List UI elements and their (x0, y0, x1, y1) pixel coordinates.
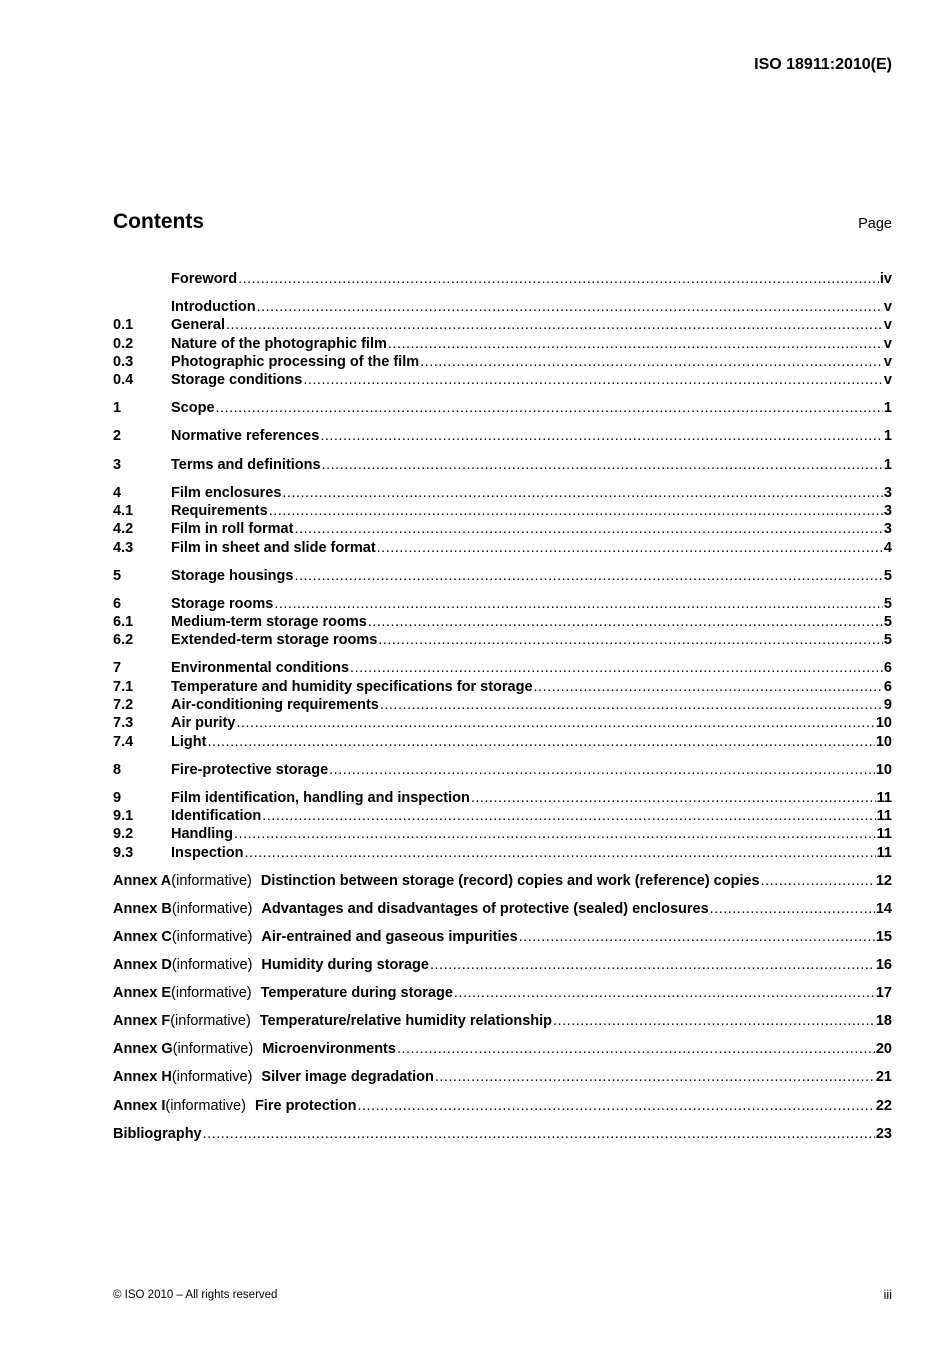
toc-entry-title: Photographic processing of the film (171, 353, 420, 370)
toc-group (113, 761, 892, 779)
bibliography-page: 23 (875, 1125, 892, 1142)
toc-group (113, 270, 892, 288)
toc-entry-number: 2 (113, 428, 122, 445)
toc-entry-number: 7.3 (113, 715, 134, 732)
dot-leader (471, 789, 876, 807)
toc-group (113, 956, 892, 974)
toc-entry-number: 6.1 (113, 614, 134, 631)
dot-leader (553, 1012, 875, 1030)
toc-entry[interactable] (113, 659, 892, 677)
toc-entry-number: 7.1 (113, 678, 134, 695)
toc-entry-title: Fire-protective storage (171, 761, 329, 778)
toc-entry-page: 3 (883, 502, 892, 519)
toc-entry-title: Film enclosures (171, 484, 282, 501)
toc-group (113, 456, 892, 474)
toc-entry[interactable] (113, 427, 892, 445)
annex-label: Annex I (113, 1097, 166, 1114)
toc-group (113, 1125, 892, 1143)
toc-entry[interactable] (113, 789, 892, 807)
toc-entry[interactable] (113, 371, 892, 389)
annex-title: Air-entrained and gaseous impurities (261, 928, 518, 945)
toc-entry-title: Film in sheet and slide format (171, 539, 376, 556)
toc-entry-number: 9.1 (113, 808, 134, 825)
toc-entry[interactable] (113, 631, 892, 649)
toc-entry-page: 10 (875, 715, 892, 732)
toc-entry-number: 7 (113, 660, 122, 677)
annex-title: Temperature/relative humidity relationship (259, 1013, 553, 1030)
annex-title: Distinction between storage (record) copies and work (reference) copies (260, 872, 760, 889)
dot-leader (207, 733, 874, 751)
toc-group (113, 900, 892, 918)
annex-label: Annex G (113, 1041, 173, 1058)
toc-entry[interactable] (113, 270, 892, 288)
dot-leader (320, 427, 883, 445)
toc-group (113, 595, 892, 650)
toc-group (113, 928, 892, 946)
toc-entry-title: Light (171, 733, 207, 750)
toc-annex-entry[interactable] (113, 928, 892, 946)
annex-label: Annex A (113, 872, 172, 889)
toc-entry-page: v (883, 335, 892, 352)
dot-leader (368, 613, 883, 631)
annex-qualifier: (informative) (171, 957, 253, 974)
toc-entry[interactable] (113, 733, 892, 751)
toc-entry[interactable] (113, 807, 892, 825)
page-number: iii (883, 1288, 892, 1302)
toc-entry-title: Storage conditions (171, 372, 303, 389)
dot-leader (322, 456, 883, 474)
dot-leader (397, 1040, 875, 1058)
dot-leader (454, 984, 875, 1002)
annex-qualifier: (informative) (171, 985, 252, 1002)
bibliography-title: Bibliography (113, 1125, 202, 1142)
toc-entry-page: 6 (883, 678, 892, 695)
annex-label: Annex F (113, 1013, 171, 1030)
annex-page: 18 (875, 1013, 892, 1030)
toc-entry-number: 7.2 (113, 697, 134, 714)
toc-entry-page: 6 (883, 660, 892, 677)
toc-entry-title: Medium-term storage rooms (171, 614, 367, 631)
toc-group (113, 427, 892, 445)
annex-label: Annex B (113, 900, 172, 917)
toc-entry[interactable] (113, 298, 892, 316)
toc-group (113, 399, 892, 417)
toc-annex-entry[interactable] (113, 872, 892, 890)
annex-title: Advantages and disadvantages of protective (sealed) enclosures (261, 900, 709, 917)
annex-label: Annex E (113, 985, 172, 1002)
toc-annex-entry[interactable] (113, 1097, 892, 1115)
annex-page: 12 (875, 872, 892, 889)
annex-page: 17 (875, 985, 892, 1002)
toc-annex-entry[interactable] (113, 956, 892, 974)
toc-entry[interactable] (113, 539, 892, 557)
toc-entry-page: 9 (883, 697, 892, 714)
annex-page: 16 (875, 957, 892, 974)
toc-group (113, 1068, 892, 1086)
dot-leader (234, 825, 876, 843)
toc-entry-page: 1 (883, 400, 892, 417)
toc-entry[interactable] (113, 335, 892, 353)
toc-annex-entry[interactable] (113, 1012, 892, 1030)
annex-label: Annex H (113, 1069, 172, 1086)
toc-entry-page: 1 (883, 428, 892, 445)
toc-entry-page: iv (879, 271, 892, 287)
toc-entry-title: Nature of the photographic film (171, 335, 387, 352)
annex-qualifier: (informative) (170, 1013, 251, 1030)
toc-entry-number: 0.1 (113, 317, 134, 334)
toc-group (113, 984, 892, 1002)
dot-leader (420, 353, 883, 371)
toc-entry-title: Storage rooms (171, 595, 274, 612)
annex-qualifier: (informative) (165, 1097, 246, 1114)
toc-entry-title: Extended-term storage rooms (171, 632, 378, 649)
toc-entry-page: 5 (883, 595, 892, 612)
annex-label: Annex D (113, 957, 172, 974)
toc-entry-title: Foreword (171, 271, 238, 287)
toc-entry-title: Scope (171, 400, 215, 417)
toc-entry-title: Handling (171, 826, 234, 843)
annex-title: Temperature during storage (260, 985, 453, 1002)
table-of-contents (113, 270, 892, 1143)
toc-entry-title: Normative references (171, 428, 320, 445)
toc-annex-entry[interactable] (113, 1068, 892, 1086)
dot-leader (534, 678, 883, 696)
annex-title: Humidity during storage (261, 957, 429, 974)
annex-qualifier: (informative) (171, 872, 252, 889)
toc-entry-number: 6 (113, 595, 122, 612)
toc-entry-number: 9.3 (113, 844, 134, 861)
dot-leader (262, 807, 875, 825)
toc-entry-page: 3 (883, 521, 892, 538)
toc-entry[interactable] (113, 502, 892, 520)
dot-leader (226, 316, 883, 334)
toc-annex-entry[interactable] (113, 1040, 892, 1058)
toc-entry-number: 9 (113, 789, 122, 806)
toc-entry-page: 5 (883, 632, 892, 649)
dot-leader (294, 567, 882, 585)
toc-entry[interactable] (113, 399, 892, 417)
dot-leader (350, 659, 883, 677)
toc-entry-page: 11 (876, 826, 892, 843)
contents-title: Contents (113, 210, 204, 233)
annex-page: 20 (875, 1041, 892, 1058)
toc-entry-title: Film identification, handling and inspection (171, 789, 470, 806)
toc-entry-number: 4 (113, 484, 122, 501)
toc-entry-number: 1 (113, 400, 122, 417)
toc-group (113, 567, 892, 585)
toc-entry-page: v (883, 317, 892, 334)
toc-entry-page: v (883, 353, 892, 370)
toc-entry[interactable] (113, 595, 892, 613)
toc-entry-title: Requirements (171, 502, 268, 519)
toc-entry-title: Inspection (171, 844, 244, 861)
toc-entry-title: Environmental conditions (171, 660, 350, 677)
toc-entry-number: 6.2 (113, 632, 134, 649)
toc-entry-page: 10 (875, 733, 892, 750)
toc-group (113, 298, 892, 389)
toc-entry-number: 3 (113, 456, 122, 473)
annex-qualifier: (informative) (172, 1041, 254, 1058)
dot-leader (710, 900, 875, 918)
toc-entry-number: 0.3 (113, 353, 134, 370)
dot-leader (203, 1125, 875, 1143)
toc-group (113, 1097, 892, 1115)
toc-entry[interactable] (113, 613, 892, 631)
annex-title: Microenvironments (262, 1041, 396, 1058)
toc-entry-page: 4 (883, 539, 892, 556)
toc-entry[interactable] (113, 456, 892, 474)
toc-entry[interactable] (113, 316, 892, 334)
toc-group (113, 1040, 892, 1058)
toc-entry[interactable] (113, 353, 892, 371)
toc-entry-number: 4.3 (113, 539, 134, 556)
annex-title: Fire protection (254, 1097, 357, 1114)
dot-leader (245, 844, 876, 862)
toc-group (113, 484, 892, 557)
toc-entry-page: 5 (883, 614, 892, 631)
annex-page: 21 (875, 1069, 892, 1086)
toc-entry-page: v (883, 299, 892, 316)
toc-entry-number: 9.2 (113, 826, 134, 843)
toc-entry-page: 11 (876, 789, 892, 806)
toc-entry-number: 5 (113, 567, 122, 584)
toc-entry-page: 10 (875, 761, 892, 778)
dot-leader (274, 595, 883, 613)
toc-group (113, 789, 892, 862)
annex-qualifier: (informative) (171, 1069, 253, 1086)
page-column-label: Page (858, 216, 892, 232)
toc-entry[interactable] (113, 520, 892, 538)
toc-entry-number: 0.4 (113, 372, 134, 389)
toc-entry-page: 11 (876, 808, 892, 825)
toc-entry-title: Air-conditioning requirements (171, 697, 379, 714)
toc-entry[interactable] (113, 678, 892, 696)
toc-entry-number: 4.2 (113, 521, 134, 538)
dot-leader (294, 520, 882, 538)
toc-entry-number: 8 (113, 761, 122, 778)
toc-entry-number: 4.1 (113, 502, 134, 519)
toc-entry[interactable] (113, 825, 892, 843)
toc-annex-entry[interactable] (113, 984, 892, 1002)
dot-leader (357, 1097, 874, 1115)
annex-qualifier: (informative) (171, 900, 253, 917)
dot-leader (435, 1068, 875, 1086)
dot-leader (269, 502, 883, 520)
dot-leader (388, 335, 883, 353)
dot-leader (238, 270, 879, 288)
toc-entry[interactable] (113, 844, 892, 862)
toc-entry-title: Introduction (171, 299, 256, 316)
toc-entry-title: Temperature and humidity specifications for storage (171, 678, 533, 695)
toc-entry[interactable] (113, 484, 892, 502)
toc-entry-title: General (171, 317, 225, 334)
dot-leader (430, 956, 875, 974)
toc-entry-page: 5 (883, 567, 892, 584)
dot-leader (377, 539, 883, 557)
annex-page: 14 (875, 900, 892, 917)
toc-entry[interactable] (113, 761, 892, 779)
document-id: ISO 18911:2010(E) (754, 56, 892, 73)
dot-leader (380, 696, 883, 714)
dot-leader (257, 298, 883, 316)
toc-entry-page: 11 (876, 844, 892, 861)
annex-title: Silver image degradation (261, 1069, 434, 1086)
dot-leader (329, 761, 875, 779)
toc-entry[interactable] (113, 696, 892, 714)
dot-leader (519, 928, 875, 946)
annex-page: 22 (875, 1097, 892, 1114)
toc-entry-title: Identification (171, 808, 262, 825)
toc-entry-title: Storage housings (171, 567, 294, 584)
toc-group (113, 1012, 892, 1030)
annex-page: 15 (875, 928, 892, 945)
dot-leader (236, 714, 874, 732)
toc-entry-title: Terms and definitions (171, 456, 321, 473)
dot-leader (303, 371, 883, 389)
dot-leader (761, 872, 875, 890)
toc-group (113, 872, 892, 890)
dot-leader (216, 399, 883, 417)
toc-entry[interactable] (113, 567, 892, 585)
toc-entry-title: Film in roll format (171, 521, 294, 538)
toc-entry[interactable] (113, 714, 892, 732)
toc-annex-entry[interactable] (113, 900, 892, 918)
toc-entry-title: Air purity (171, 715, 236, 732)
toc-entry-page: 3 (883, 484, 892, 501)
annex-qualifier: (informative) (171, 928, 253, 945)
toc-bibliography-entry[interactable] (113, 1125, 892, 1143)
annex-label: Annex C (113, 928, 172, 945)
toc-entry-page: v (883, 372, 892, 389)
dot-leader (378, 631, 883, 649)
dot-leader (282, 484, 883, 502)
toc-entry-number: 7.4 (113, 733, 134, 750)
toc-entry-number: 0.2 (113, 335, 134, 352)
copyright-notice: © ISO 2010 – All rights reserved (113, 1289, 278, 1301)
toc-group (113, 659, 892, 750)
toc-entry-page: 1 (883, 456, 892, 473)
